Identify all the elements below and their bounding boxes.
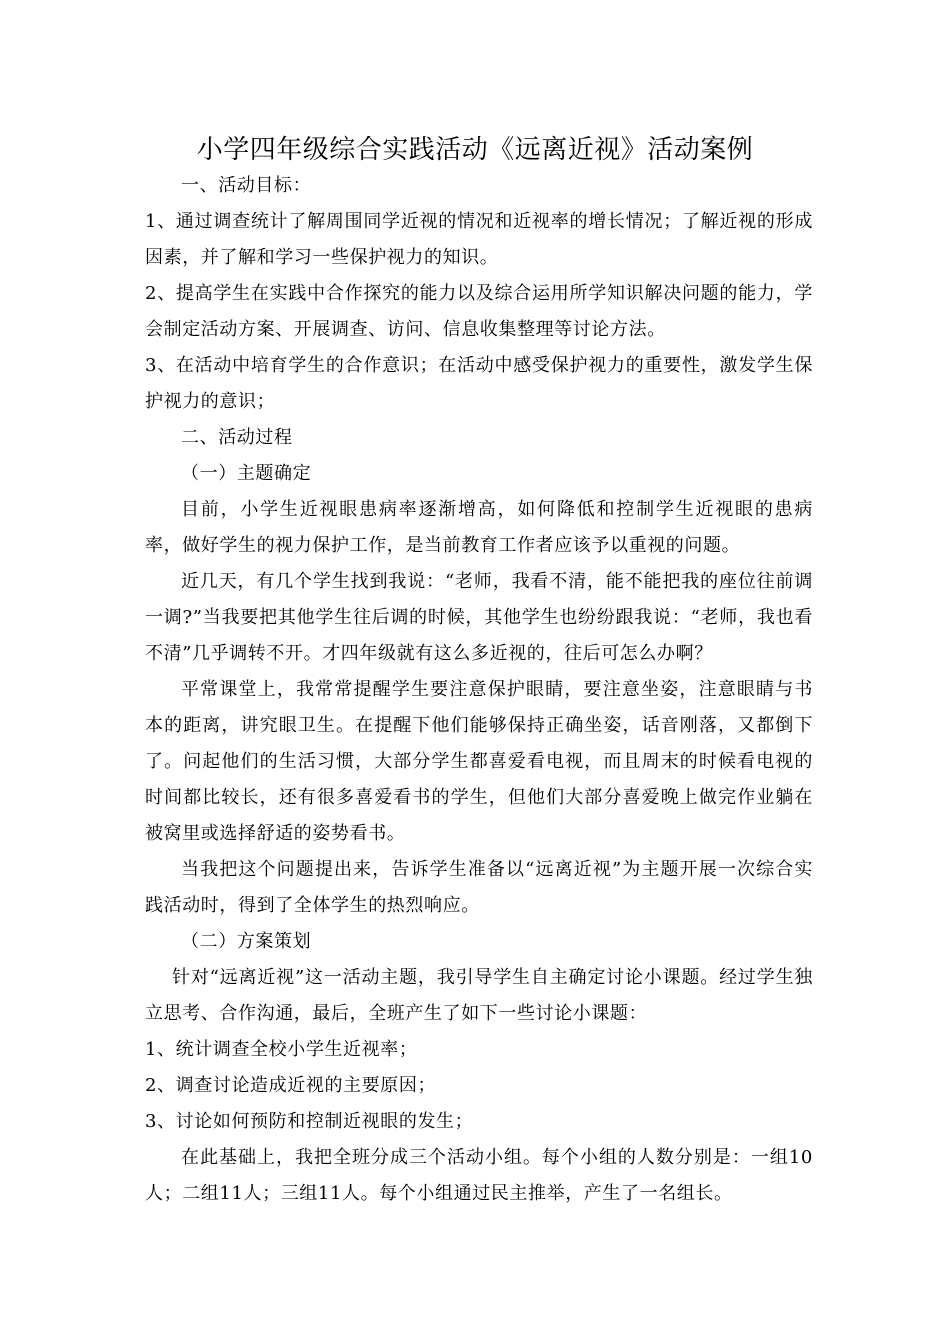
list-item: 1、统计调查全校小学生近视率；	[145, 1039, 418, 1060]
paragraph: 2、提高学生在实践中合作探究的能力以及综合运用所学知识解决问题的能力，学会制定活动方案、开展调查、访问、信息收集整理等讨论方法。	[145, 283, 813, 340]
list-item: 3、讨论如何预防和控制近视眼的发生；	[145, 1111, 474, 1132]
paragraph: 目前，小学生近视眼患病率逐渐增高，如何降低和控制学生近视眼的患病率，做好学生的视力保护工作，是当前教育工作者应该予以重视的问题。	[145, 499, 813, 556]
paragraph: 近几天，有几个学生找到我说：“老师，我看不清，能不能把我的座位往前调一调?”当我要把其他学生往后调的时候，其他学生也纷纷跟我说：“老师，我也看不清”几乎调转不开。才四年级就有这么多近视的，往后可怎么办啊？	[145, 571, 813, 664]
paragraph: 在此基础上，我把全班分成三个活动小组。每个小组的人数分别是：一组10人；二组11人；三组11人。每个小组通过民主推举，产生了一名组长。	[145, 1147, 813, 1204]
section-heading: 二、活动过程	[181, 427, 293, 448]
paragraph: 针对“远离近视”这一活动主题，我引导学生自主确定讨论小课题。经过学生独立思考、合作沟通，最后，全班产生了如下一些讨论小课题：	[145, 967, 813, 1024]
subsection-heading: （二）方案策划	[181, 931, 312, 952]
paragraph: 1、通过调查统计了解周围同学近视的情况和近视率的增长情况；了解近视的形成因素，并了解和学习一些保护视力的知识。	[145, 211, 813, 268]
paragraph: 一、活动目标：	[181, 175, 312, 196]
paragraph: 平常课堂上，我常常提醒学生要注意保护眼睛，要注意坐姿，注意眼睛与书本的距离，讲究眼卫生。在提醒下他们能够保持正确坐姿，话音刚落，又都倒下了。问起他们的生活习惯，大部分学生都喜爱看电视，而且周末的时候看电视的时间都比较长，还有很多喜爱看书的学生，但他们大部分喜爱晚上做完作业躺在被窝里或选择舒适的姿势看书。	[145, 679, 813, 844]
list-item: 2、调查讨论造成近视的主要原因；	[145, 1075, 437, 1096]
subsection-heading: （一）主题确定	[181, 463, 312, 484]
paragraph: 3、在活动中培育学生的合作意识；在活动中感受保护视力的重要性，激发学生保护视力的意识；	[145, 355, 813, 412]
document-body	[145, 168, 813, 1212]
page-title: 小学四年级综合实践活动《远离近视》活动案例	[196, 135, 754, 165]
paragraph: 当我把这个问题提出来，告诉学生准备以“远离近视”为主题开展一次综合实践活动时，得到了全体学生的热烈响应。	[145, 859, 813, 916]
